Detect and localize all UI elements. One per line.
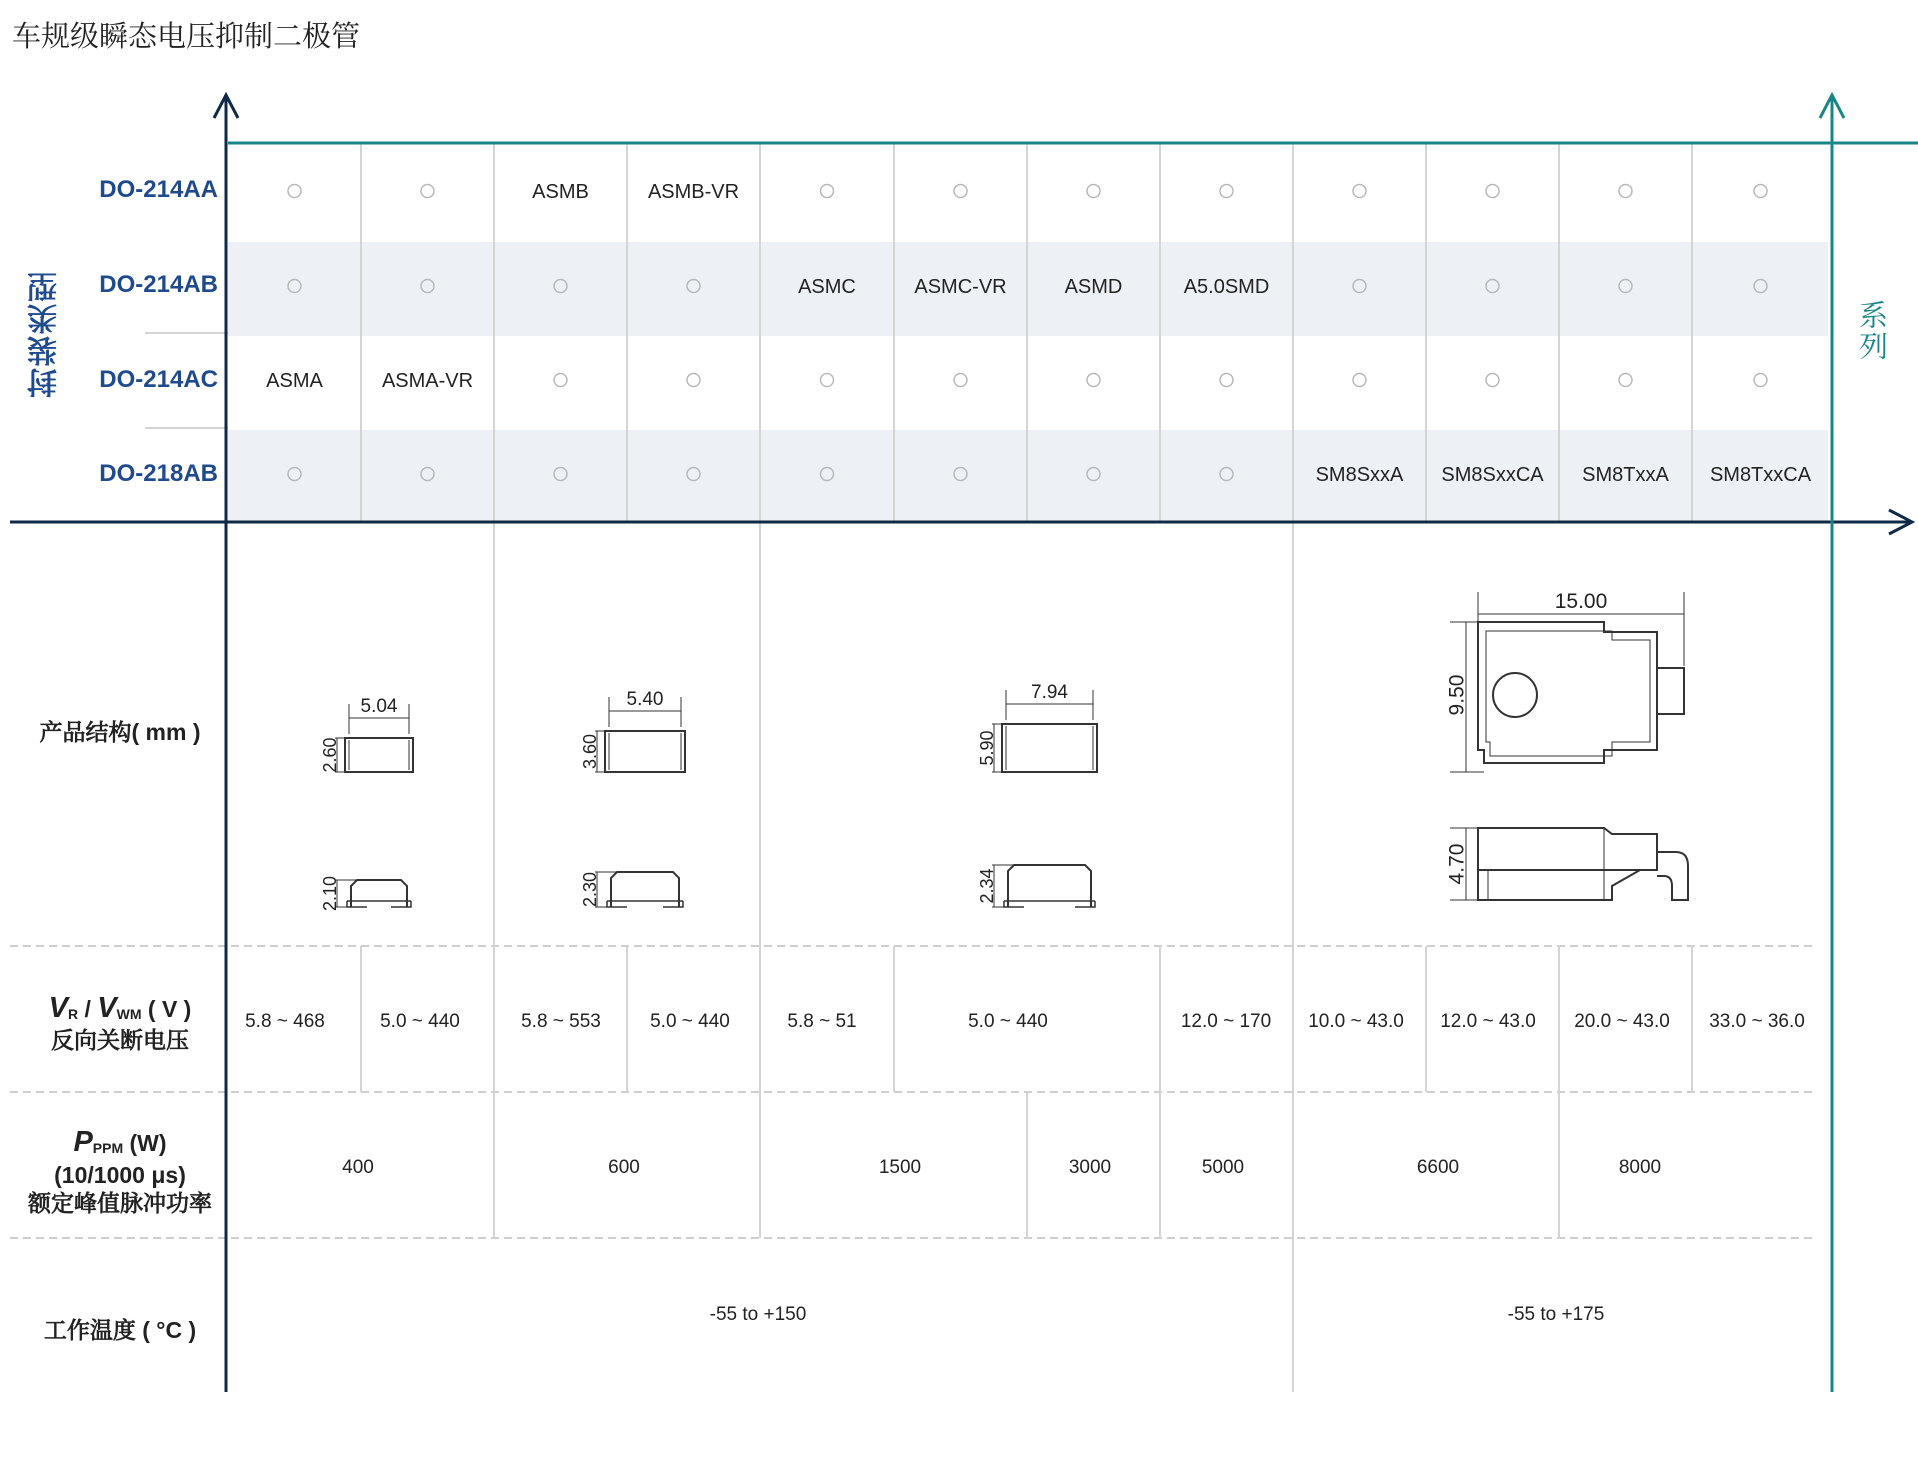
package-side-view — [1478, 828, 1657, 870]
empty-marker — [1754, 185, 1767, 198]
empty-marker — [1486, 185, 1499, 198]
voltage-range-value: 5.8 ~ 468 — [245, 1011, 325, 1032]
package-top-view — [605, 731, 685, 772]
power-label-cn: 额定峰值脉冲功率 — [28, 1191, 212, 1217]
dimension-label: 2.30 — [579, 871, 600, 908]
peak-power-value: 6600 — [1416, 1157, 1460, 1178]
empty-marker — [1087, 374, 1100, 387]
power-condition: (10/1000 μs) — [54, 1162, 186, 1188]
empty-marker — [1486, 374, 1499, 387]
structure-label-unit: ( mm ) — [131, 719, 201, 745]
page-title: 车规级瞬态电压抑制二极管 — [12, 19, 361, 53]
peak-power-value: 5000 — [1201, 1157, 1245, 1178]
dimension-label: 5.40 — [626, 689, 664, 710]
dimension-label: 7.94 — [1031, 682, 1068, 703]
empty-marker — [288, 185, 301, 198]
vwm-symbol: V — [97, 992, 117, 1024]
package-body-lower — [1478, 870, 1640, 900]
empty-marker — [1353, 185, 1366, 198]
empty-marker — [954, 185, 967, 198]
empty-marker — [687, 374, 700, 387]
package-side-view — [351, 880, 407, 907]
empty-marker — [1353, 374, 1366, 387]
series-cell-label: SM8TxxA — [1582, 464, 1669, 486]
structure-row-label — [20, 718, 220, 748]
voltage-range-value: 12.0 ~ 43.0 — [1440, 1011, 1536, 1032]
mounting-hole — [1493, 673, 1537, 717]
empty-marker — [1220, 374, 1233, 387]
package-label-do218ab: DO-218AB — [99, 460, 218, 487]
package-type-axis-label: 封装类型 — [28, 270, 63, 398]
temperature-unit: ( °C ) — [135, 1317, 197, 1343]
series-cell-label: SM8SxxCA — [1441, 464, 1544, 486]
series-cell-label: ASMC-VR — [914, 276, 1007, 298]
p-symbol: P — [73, 1126, 93, 1158]
dimension-label: 2.34 — [976, 868, 997, 904]
package-label-do214ab: DO-214AB — [99, 271, 218, 298]
p-subscript: PPM — [92, 1140, 124, 1156]
package-label-do214ac: DO-214AC — [99, 366, 218, 393]
dimension-label: 4.70 — [1445, 843, 1469, 885]
package-top-view — [345, 738, 413, 772]
peak-power-value: 3000 — [1068, 1157, 1112, 1178]
power-row-label — [10, 1128, 230, 1219]
series-cell-label: ASMA-VR — [381, 370, 474, 392]
series-cell-label: ASMD — [1064, 276, 1123, 298]
dimension-label: 15.00 — [1554, 590, 1608, 613]
peak-power-value: 8000 — [1618, 1157, 1662, 1178]
empty-marker — [1220, 185, 1233, 198]
empty-marker — [821, 185, 834, 198]
package-top-view — [1002, 724, 1097, 772]
voltage-range-value: 33.0 ~ 36.0 — [1709, 1011, 1805, 1032]
package-lead — [1657, 852, 1688, 900]
dimension-label: 2.10 — [319, 875, 340, 912]
dimension-label: 9.50 — [1445, 674, 1469, 716]
temperature-row-label — [20, 1316, 220, 1346]
voltage-label-cn: 反向关断电压 — [51, 1028, 189, 1054]
peak-power-value: 400 — [342, 1157, 374, 1178]
package-label-do214aa: DO-214AA — [99, 176, 218, 203]
voltage-range-value: 5.0 ~ 440 — [968, 1011, 1048, 1032]
series-cell-label: A5.0SMD — [1183, 276, 1270, 298]
voltage-range-value: 10.0 ~ 43.0 — [1308, 1011, 1404, 1032]
peak-power-value: 600 — [608, 1157, 640, 1178]
temperature-label-cn: 工作温度 — [43, 1318, 136, 1344]
peak-power-value: 1500 — [878, 1157, 922, 1178]
power-unit: (W) — [123, 1130, 167, 1156]
voltage-row-label — [20, 994, 220, 1056]
temperature-range-value: -55 to +150 — [709, 1304, 807, 1325]
voltage-range-value: 5.8 ~ 51 — [787, 1011, 857, 1032]
series-cell-label: SM8SxxA — [1315, 464, 1404, 486]
series-axis-label: 系列 — [1855, 300, 1889, 362]
voltage-range-value: 12.0 ~ 170 — [1180, 1011, 1272, 1032]
series-cell-label: ASMB-VR — [647, 181, 740, 203]
empty-marker — [821, 374, 834, 387]
dimension-label: 3.60 — [579, 733, 600, 770]
vr-slash: / — [78, 996, 98, 1022]
dimension-label: 5.90 — [976, 730, 997, 766]
dimension-label: 2.60 — [319, 737, 340, 773]
empty-marker — [554, 374, 567, 387]
dimension-label: 5.04 — [360, 696, 398, 717]
vr-subscript: R — [67, 1006, 79, 1022]
voltage-range-value: 5.8 ~ 553 — [521, 1011, 601, 1032]
empty-marker — [1754, 374, 1767, 387]
empty-marker — [954, 374, 967, 387]
empty-marker — [1619, 374, 1632, 387]
voltage-range-value: 20.0 ~ 43.0 — [1574, 1011, 1670, 1032]
temperature-range-value: -55 to +175 — [1507, 1304, 1605, 1325]
series-cell-label: ASMC — [798, 276, 856, 298]
voltage-range-value: 5.0 ~ 440 — [380, 1011, 460, 1032]
vr-symbol: V — [48, 992, 68, 1024]
empty-marker — [1087, 185, 1100, 198]
empty-marker — [1619, 185, 1632, 198]
structure-label-cn: 产品结构 — [39, 720, 132, 746]
series-cell-label: ASMB — [532, 181, 589, 203]
vwm-subscript: WM — [116, 1006, 142, 1022]
empty-marker — [421, 185, 434, 198]
package-tab — [1657, 668, 1684, 714]
voltage-range-value: 5.0 ~ 440 — [650, 1011, 730, 1032]
voltage-unit: ( V ) — [141, 996, 192, 1022]
series-cell-label: ASMA — [266, 370, 323, 392]
series-cell-label: SM8TxxCA — [1709, 464, 1812, 486]
